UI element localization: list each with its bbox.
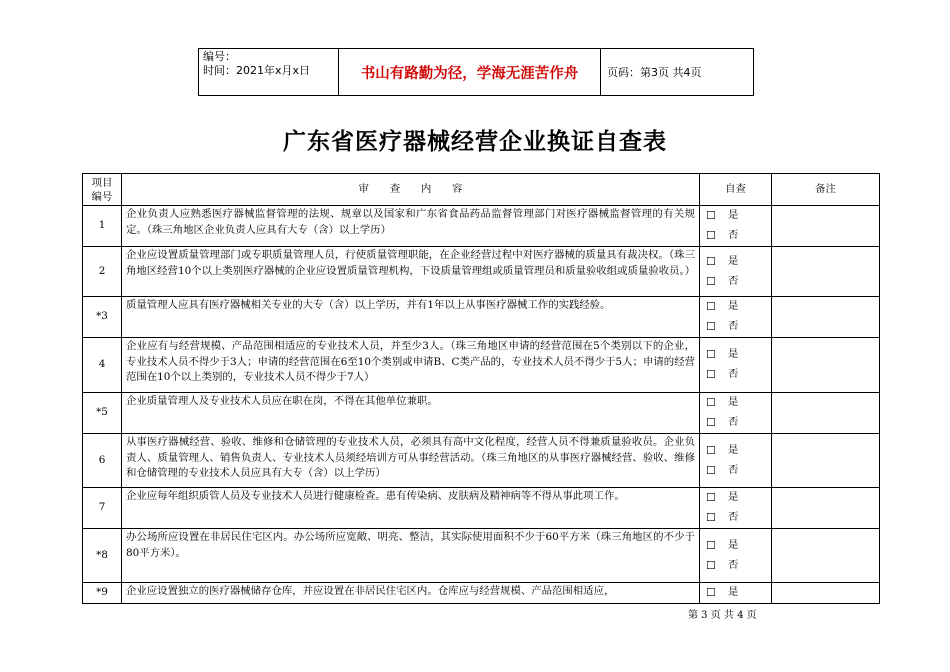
header-self-check: 自查 [700,174,772,206]
header-page-code: 页码：第3页 共4页 [607,66,702,79]
remarks-cell[interactable] [772,529,880,583]
checkbox-no[interactable] [706,317,771,337]
item-number: *3 [83,297,122,338]
header-info [199,49,339,95]
remarks-cell[interactable] [772,583,880,604]
checkbox-yes-label: 是 [728,538,739,551]
header-time-label: 时间：2021年x月x日 [203,64,311,77]
self-check-options [700,434,772,488]
item-content: 企业应设置独立的医疗器械储存仓库，并应设置在非居民住宅区内。仓库应与经营规模、产品范围相适应， [122,583,700,604]
page-footer: 第 3 页 共 4 页 [688,610,757,621]
checkbox-no[interactable] [706,556,771,576]
self-check-options [700,393,772,434]
checkbox-no-label: 否 [728,229,739,242]
item-content: 企业应每年组织质管人员及专业技术人员进行健康检查。患有传染病、皮肤病及精神病等不得从事此项工作。 [122,488,700,529]
document-header [198,48,754,96]
checkbox-no-label: 否 [728,368,739,381]
checkbox-no-label: 否 [728,558,739,571]
checkbox-icon[interactable]: ☐ [706,229,716,243]
checkbox-icon[interactable]: ☐ [706,416,716,430]
item-number: *9 [83,583,122,604]
checkbox-yes-label: 是 [728,300,739,313]
table-row [83,338,880,393]
checkbox-no[interactable] [706,413,771,433]
self-check-options [700,338,772,393]
checkbox-no[interactable] [706,508,771,528]
item-number: *8 [83,529,122,583]
table-header-row [83,174,880,206]
checkbox-icon[interactable]: ☐ [706,274,716,288]
remarks-cell[interactable] [772,434,880,488]
header-content: 审 查 内 容 [122,174,700,206]
self-check-table [82,173,880,604]
checkbox-yes[interactable] [706,206,771,226]
checkbox-yes[interactable] [706,583,771,603]
self-check-options [700,529,772,583]
table-row [83,529,880,583]
checkbox-yes-label: 是 [728,491,739,504]
self-check-options [700,247,772,297]
checkbox-no-label: 否 [728,463,739,476]
self-check-options [700,488,772,529]
remarks-cell[interactable] [772,297,880,338]
header-motto: 书山有路勤为径，学海无涯苦作舟 [339,49,601,95]
checkbox-no[interactable] [706,461,771,481]
checkbox-icon[interactable]: ☐ [706,254,716,268]
item-content: 从事医疗器械经营、验收、维修和仓储管理的专业技术人员，必须具有高中文化程度，经营人员不得兼质量验收员。企业负责人、质量管理人、销售负责人、专业技术人员须经培训方可从事经营活动。（珠三角地区的从事医疗器械经营、验收、维修和仓储管理的专业技术人员应具有大专（含）以上学历） [122,434,700,488]
checkbox-yes-label: 是 [728,396,739,409]
table-row [83,206,880,247]
item-number: 7 [83,488,122,529]
checkbox-yes[interactable] [706,252,771,272]
header-item-number-line1: 项目 [91,176,113,189]
remarks-cell[interactable] [772,206,880,247]
checkbox-icon[interactable]: ☐ [706,511,716,525]
checkbox-yes-label: 是 [728,443,739,456]
checkbox-icon[interactable]: ☐ [706,320,716,334]
checkbox-yes[interactable] [706,297,771,317]
checkbox-icon[interactable]: ☐ [706,209,716,223]
checkbox-no[interactable] [706,365,771,385]
checkbox-yes[interactable] [706,345,771,365]
checkbox-no[interactable] [706,272,771,292]
item-number: 6 [83,434,122,488]
table-row [83,583,880,604]
remarks-cell[interactable] [772,247,880,297]
header-number-label: 编号： [203,50,236,63]
table-row [83,488,880,529]
checkbox-no-label: 否 [728,511,739,524]
table-row [83,434,880,488]
item-content: 企业应有与经营规模、产品范围相适应的专业技术人员，并至少3人。（珠三角地区申请的经营范围在5个类别以下的企业，专业技术人员不得少于3人；申请的经营范围在6至10个类别或申请B、C类产品的，专业技术人员不得少于5人；申请的经营范围在10个以上类别的，专业技术人员不得少于7人） [122,338,700,393]
checkbox-no-label: 否 [728,416,739,429]
checkbox-icon[interactable]: ☐ [706,463,716,477]
table-row [83,393,880,434]
remarks-cell[interactable] [772,338,880,393]
item-number: 2 [83,247,122,297]
self-check-options [700,297,772,338]
checkbox-yes-label: 是 [728,209,739,222]
checkbox-yes-label: 是 [728,348,739,361]
header-item-number-line2: 编号 [91,190,113,203]
checkbox-yes[interactable] [706,488,771,508]
checkbox-icon[interactable]: ☐ [706,368,716,382]
item-number: 1 [83,206,122,247]
checkbox-yes[interactable] [706,441,771,461]
item-content: 企业质量管理人及专业技术人员应在职在岗，不得在其他单位兼职。 [122,393,700,434]
header-remarks: 备注 [772,174,880,206]
checkbox-icon[interactable]: ☐ [706,300,716,314]
remarks-cell[interactable] [772,393,880,434]
item-content: 质量管理人应具有医疗器械相关专业的大专（含）以上学历，并有1年以上从事医疗器械工作的实践经验。 [122,297,700,338]
checkbox-icon[interactable]: ☐ [706,443,716,457]
checkbox-icon[interactable]: ☐ [706,396,716,410]
table-row [83,247,880,297]
checkbox-icon[interactable]: ☐ [706,538,716,552]
item-content: 办公场所应设置在非居民住宅区内。办公场所应宽敞、明亮、整洁，其实际使用面积不少于60平方米（珠三角地区的不少于80平方米）。 [122,529,700,583]
checkbox-icon[interactable]: ☐ [706,491,716,505]
item-content: 企业负责人应熟悉医疗器械监督管理的法规、规章以及国家和广东省食品药品监督管理部门对医疗器械监督管理的有关规定。（珠三角地区企业负责人应具有大专（含）以上学历） [122,206,700,247]
self-check-options [700,206,772,247]
checkbox-icon[interactable]: ☐ [706,558,716,572]
self-check-options [700,583,772,604]
header-item-number [83,174,122,206]
item-number: *5 [83,393,122,434]
item-content: 企业应设置质量管理部门或专职质量管理人员，行使质量管理职能，在企业经营过程中对医疗器械的质量具有裁决权。（珠三角地区经营10个以上类别医疗器械的企业应设置质量管理机构，下设质量管理组或质量管理员和质量验收组或质量验收员。） [122,247,700,297]
remarks-cell[interactable] [772,488,880,529]
checkbox-no-label: 否 [728,274,739,287]
checkbox-icon[interactable]: ☐ [706,586,716,600]
checkbox-yes[interactable] [706,393,771,413]
checkbox-no[interactable] [706,226,771,246]
checkbox-no-label: 否 [728,320,739,333]
checkbox-yes[interactable] [706,536,771,556]
checkbox-icon[interactable]: ☐ [706,348,716,362]
checkbox-yes-label: 是 [728,586,739,599]
item-number: 4 [83,338,122,393]
checkbox-yes-label: 是 [728,254,739,267]
table-row [83,297,880,338]
document-title: 广东省医疗器械经营企业换证自查表 [283,129,667,155]
